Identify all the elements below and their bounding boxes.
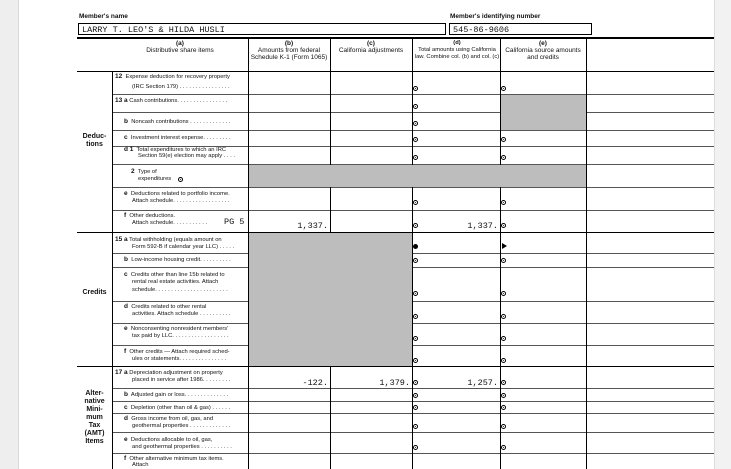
expenditures-selector[interactable] [178, 177, 183, 182]
section-amt: Alter- native Mini- mum Tax (AMT) Items [84, 390, 105, 445]
section-credits: Credits [82, 289, 107, 296]
indicator-15f-e[interactable] [501, 358, 506, 363]
shaded-cell [501, 95, 586, 130]
indicator-17d-d[interactable] [413, 424, 418, 429]
column-header-c: (c) California adjustments [338, 40, 404, 54]
line-15e: e Nonconsenting nonresident members' [124, 325, 229, 332]
indicator-13c-e[interactable] [501, 137, 506, 142]
indicator-15d-e[interactable] [501, 314, 506, 319]
member-id-field[interactable]: 545-86-9606 [449, 23, 592, 35]
line-17a-cont: placed in service after 1986. . . . . . . . . [132, 377, 231, 383]
line-15c-cont2: schedule. . . . . . . . . . . . . . . . . . . . . . . [132, 287, 228, 293]
line-13d1: d 1 Total expenditures to which an IRC [124, 146, 227, 153]
line-17e-cont: and geothermal properties . . . . . . . . . . [132, 444, 232, 450]
line-12: 12 Expense deduction for recovery property [115, 73, 230, 80]
amount-17a-b[interactable]: -122. [302, 378, 328, 388]
line-13f: f Other deductions. [124, 212, 176, 219]
indicator-13d1-d[interactable] [413, 155, 418, 160]
line-15d: d Credits related to other rental [124, 303, 207, 310]
line-13f-cont: Attach schedule. . . . . . . . . . . [132, 220, 208, 226]
column-header-e: (e) California source amounts and credits [505, 40, 581, 61]
line-13b: b Noncash contributions . . . . . . . . . . . . . [124, 118, 231, 125]
indicator-15f-d[interactable] [413, 358, 418, 363]
vertical-scrollbar[interactable] [714, 0, 731, 469]
column-header-d: (d) Total amounts using California law. Combine col. (b) and col. (c) [414, 40, 500, 60]
line-15b: b Low-income housing credit. . . . . . . . . . [124, 256, 231, 263]
line-15d-cont: activities. Attach schedule . . . . . . . . . . [132, 311, 231, 317]
indicator-13f-e[interactable] [501, 223, 506, 228]
indicator-17a-e[interactable] [501, 380, 506, 385]
indicator-17b-e[interactable] [501, 393, 506, 398]
indicator-13a-d[interactable] [413, 104, 418, 109]
indicator-17c-d[interactable] [413, 405, 418, 410]
indicator-15c-e[interactable] [501, 291, 506, 296]
line-12-cont: (IRC Section 179) . . . . . . . . . . . . . . . . [132, 84, 230, 90]
line-13a: 13 a Cash contributions. . . . . . . . . . . . . . . . [115, 97, 228, 104]
line-17b: b Adjusted gain or loss. . . . . . . . . . . . . . [124, 391, 229, 398]
line-13d2: 2 Type of [131, 168, 157, 175]
indicator-15b-e[interactable] [501, 258, 506, 263]
member-id-label: Member's identifying number [450, 13, 541, 20]
amount-17a-c[interactable]: 1,379. [379, 378, 410, 388]
amount-13f-b[interactable]: 1,337. [297, 221, 328, 231]
indicator-15a-e[interactable] [502, 243, 507, 249]
indicator-17c-e[interactable] [501, 405, 506, 410]
indicator-17b-d[interactable] [413, 393, 418, 398]
line-15a-cont: Form 592-B if calendar year LLC) . . . . . [132, 244, 235, 250]
line-13d2-cont: expenditures [138, 176, 172, 182]
statement-reference: PG 5 [224, 217, 245, 227]
indicator-15e-d[interactable] [413, 336, 418, 341]
shaded-cell [249, 233, 412, 366]
line-15c: c Credits other than line 15b related to [124, 271, 225, 278]
indicator-15a-d[interactable] [413, 244, 418, 249]
amount-13f-d[interactable]: 1,337. [467, 221, 498, 231]
line-13e: e Deductions related to portfolio income. [124, 190, 230, 197]
shaded-cell [249, 165, 586, 187]
amount-17a-d[interactable]: 1,257. [467, 378, 498, 388]
indicator-17e-e[interactable] [501, 445, 506, 450]
indicator-17a-d[interactable] [413, 380, 418, 385]
indicator-17d-e[interactable] [501, 424, 506, 429]
line-13d1-cont: Section 59(e) election may apply . . . . [138, 153, 235, 159]
line-15f: f Other credits — Attach required sched- [124, 348, 230, 355]
indicator-17e-d[interactable] [413, 445, 418, 450]
indicator-15c-d[interactable] [413, 291, 418, 296]
line-17d: d Gross income from oil, gas, and [124, 415, 214, 422]
member-name-field[interactable]: LARRY T. LEO'S & HILDA HUSLI [78, 23, 446, 35]
line-15a: 15 a Total withholding (equals amount on [115, 236, 222, 243]
line-15f-cont: ules or statements. . . . . . . . . . . . . . . [132, 356, 227, 362]
indicator-15e-e[interactable] [501, 336, 506, 341]
member-name-label: Member's name [79, 13, 128, 20]
line-17f: f Other alternative minimum tax items. [124, 455, 224, 462]
indicator-15b-d[interactable] [413, 258, 418, 263]
indicator-13c-d[interactable] [413, 137, 418, 142]
line-15c-cont1: rental real estate activities. Attach [132, 279, 219, 285]
line-17d-cont: geothermal properties . . . . . . . . . . . . . [132, 423, 231, 429]
indicator-12-e[interactable] [501, 86, 506, 91]
line-15e-cont: tax paid by LLC. . . . . . . . . . . . . . . . . . [132, 333, 229, 339]
column-header-b: (b) Amounts from federal Schedule K-1 (Form 1065) [250, 40, 328, 61]
indicator-12-d[interactable] [413, 86, 418, 91]
column-header-a: (a) Distributive share items [146, 40, 214, 54]
section-deductions: Deduc- tions [82, 133, 107, 148]
line-17c: c Depletion (other than oil & gas) . . . . . . [124, 404, 231, 411]
indicator-13b-d[interactable] [413, 121, 418, 126]
indicator-13e-e[interactable] [501, 200, 506, 205]
line-13e-cont: Attach schedule. . . . . . . . . . . . . . . . . . [132, 198, 230, 204]
indicator-15d-d[interactable] [413, 314, 418, 319]
line-17e: e Deductions allocable to oil, gas, [124, 436, 213, 443]
indicator-13f-d[interactable] [413, 223, 418, 228]
line-17f-cont: Attach [132, 462, 149, 468]
line-17a: 17 a Depreciation adjustment on property [115, 369, 223, 376]
indicator-13e-d[interactable] [413, 200, 418, 205]
indicator-13d1-e[interactable] [501, 155, 506, 160]
line-13c: c Investment interest expense. . . . . . . . . [124, 134, 231, 141]
